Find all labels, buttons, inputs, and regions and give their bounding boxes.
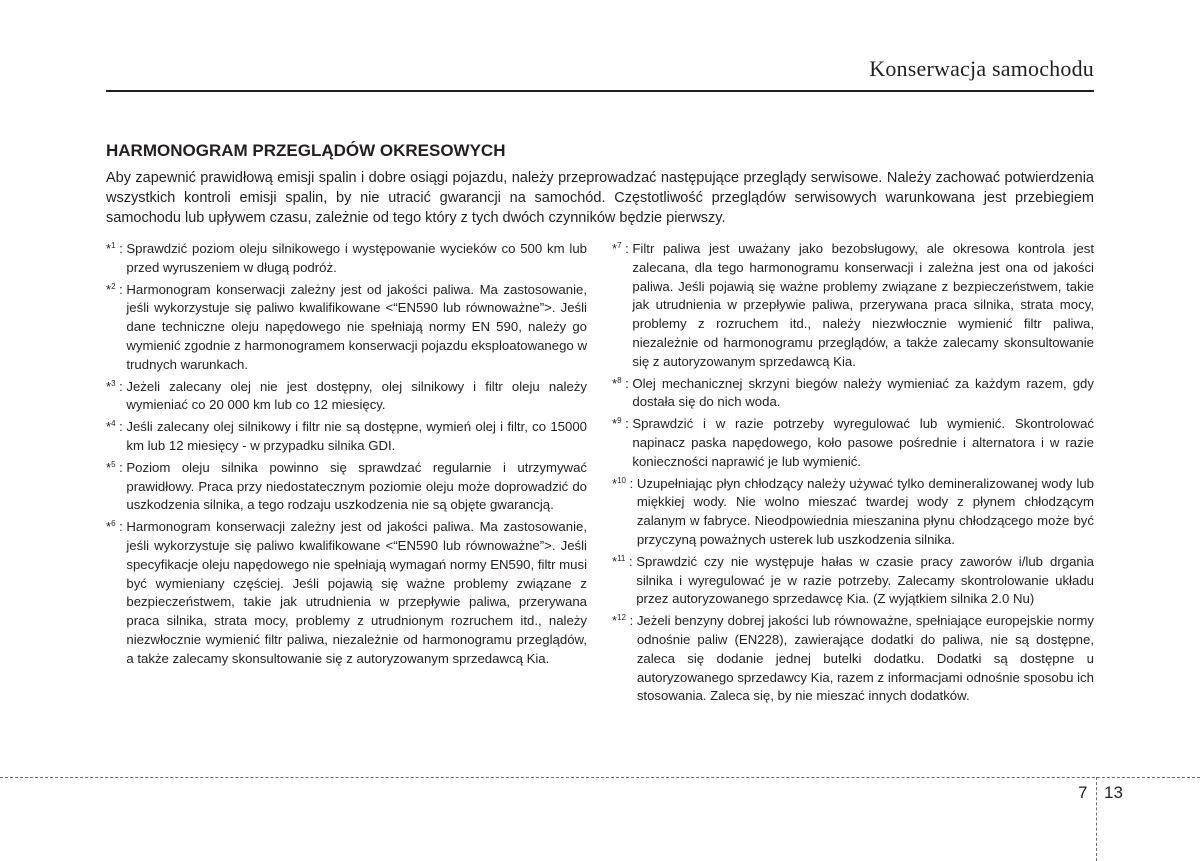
note-text: Olej mechanicznej skrzyni biegów należy wymieniać za każdym razem, gdy dostała się do nich woda. <box>632 375 1094 410</box>
note-text: Harmonogram konserwacji zależny jest od jakości paliwa. Ma zastosowanie, jeśli wykorzystuje się paliwo kwalifikowane <“EN590 lub równoważne”>. Jeśli dane techniczne oleju napędowego nie spełniają normy EN 590, należy go wymienić zgodnie z harmonogramem konserwacji pojazdu eksploatowanego w trudnych warunkach. <box>126 281 587 372</box>
note-2 <box>106 281 587 375</box>
footer-vertical-divider <box>1096 777 1097 861</box>
note-marker: *$^7$ : <box>612 241 633 256</box>
note-marker: *$^5$ : <box>106 459 127 475</box>
note-marker: *$^4$ : <box>106 419 127 435</box>
note-marker: *$^6$ : <box>106 519 127 535</box>
note-1 <box>106 240 587 278</box>
notes-left-column <box>106 240 587 672</box>
note-text: Sprawdzić czy nie występuje hałas w czasie pracy zaworów i/lub drgania silnika i wyregulować je w razie potrzeby. Zalecamy skontrolowanie układu przez autoryzowanego sprzedawcę Kia. (Z wyjątkiem silnika 2.0 Nu) <box>636 553 1094 607</box>
note-text: Filtr paliwa jest uważany jako bezobsługowy, ale okresowa kontrola jest zalecana, dla tego harmonogramu konserwacji i zależna jest ona od jakości paliwa. Jeśli pojawią się ważne problemy związane z bezpieczeństwem, takie jak utrudnienia w przepływie paliwa, przerywana praca silnika, strata mocy, problemy z rozruchem itd., należy niezwłocznie wymienić filtr paliwa, niezależnie od harmonogramu przeglądów, a także zalecamy skonsultowanie się z autoryzowanym sprzedawcą Kia. <box>632 241 1094 369</box>
note-marker: *$^1$ : <box>106 241 127 256</box>
note-marker: *$^9$ : <box>612 416 633 432</box>
note-3 <box>106 378 587 416</box>
note-marker: *$^{12}$ : <box>612 613 637 629</box>
note-text: Poziom oleju silnika powinno się sprawdzać regularnie i utrzymywać prawidłowy. Praca przy niedostatecznym poziomie oleju może doprowadzić do uszkodzenia silnika, a tego rodzaju uszkodzenia nie są objęte gwarancją. <box>126 459 587 513</box>
note-6 <box>106 518 587 668</box>
note-text: Jeżeli benzyny dobrej jakości lub równoważne, spełniające europejskie normy odnośnie paliw (EN228), zawierające dodatki do paliwa, nie są dostępne, zaleca się dodanie jednej butelki dodatku. Dodatki są dostępne u autoryzowanego sprzedawcy Kia, razem z informacjami odnośnie sposobu ich stosowania. Zaleca się, by nie mieszać innych dodatków. <box>636 613 1094 704</box>
note-12 <box>612 612 1094 706</box>
note-11 <box>612 553 1094 609</box>
page-header-title: Konserwacja samochodu <box>869 56 1094 81</box>
note-9 <box>612 415 1094 471</box>
footer-divider <box>0 777 1200 778</box>
note-10 <box>612 475 1094 550</box>
note-text: Sprawdzić i w razie potrzeby wyregulować lub wymienić. Skontrolować napinacz paska napędowego, koło pasowe pośrednie i alternatora i w razie konieczności naprawić je lub wymienić. <box>632 416 1094 469</box>
note-text: Uzupełniając płyn chłodzący należy używać tylko demineralizowanej wody lub miękkiej wody. Nie wolno mieszać twardej wody z płynem chłodzącym zalanym w fabryce. Nieodpowiednia mieszanina płynu chłodzącego może być przyczyną poważnych usterek lub uszkodzenia silnika. <box>636 475 1094 547</box>
note-8 <box>612 375 1094 413</box>
note-marker: *$^{11}$ : <box>612 553 637 569</box>
note-7 <box>612 240 1094 372</box>
note-marker: *$^2$ : <box>106 281 127 297</box>
section-intro: Aby zapewnić prawidłową emisji spalin i dobre osiągi pojazdu, należy przeprowadzać następujące przeglądy serwisowe. Należy zachować potwierdzenia wszystkich kontroli emisji spalin, by nie utracić gwarancji na samochód. Częstotliwość przeglądów serwisowych warunkowana jest przebiegiem samochodu lub upływem czasu, zależnie od tego który z tych dwóch czynników będzie pierwszy. <box>106 170 1094 226</box>
note-text: Jeżeli zalecany olej nie jest dostępny, olej silnikowy i filtr oleju należy wymieniać co 20 000 km lub co 12 miesięcy. <box>126 378 587 413</box>
note-marker: *$^{10}$ : <box>612 475 637 491</box>
note-4 <box>106 418 587 456</box>
chapter-number: 7 <box>1078 783 1088 802</box>
note-text: Jeśli zalecany olej silnikowy i filtr nie są dostępne, wymień olej i filtr, co 15000 km lub 12 miesięcy - w przypadku silnika GDI. <box>126 419 587 453</box>
note-text: Harmonogram konserwacji zależny jest od jakości paliwa. Ma zastosowanie, jeśli wykorzystuje się paliwo kwalifikowane <“EN590 lub równoważne”>. Jeśli specyfikacje oleju napędowego nie spełniają wymagań normy EN590, filtr musi być wymieniany częściej. Jeśli pojawią się ważne problemy związane z bezpieczeństwem, takie jak utrudnienia w przepływie paliwa, przerywana praca silnika, strata mocy, problemy z utrudnionym rozruchem itd., należy niezwłocznie wymienić filtr paliwa, niezależnie od harmonogramu przeglądów, a także zalecamy skonsultowanie się z autoryzowanym sprzedawcą Kia. <box>126 519 587 666</box>
notes-right-column <box>612 240 1094 709</box>
note-marker: *$^3$ : <box>106 378 127 394</box>
note-text: Sprawdzić poziom oleju silnikowego i występowanie wycieków co 500 km lub przed wyruszeniem w długą podróż. <box>126 241 587 275</box>
note-marker: *$^8$ : <box>612 375 633 391</box>
section-title: HARMONOGRAM PRZEGLĄDÓW OKRESOWYCH <box>106 141 506 160</box>
note-5 <box>106 459 587 515</box>
page-number: 13 <box>1104 783 1123 802</box>
header-divider <box>106 90 1094 92</box>
